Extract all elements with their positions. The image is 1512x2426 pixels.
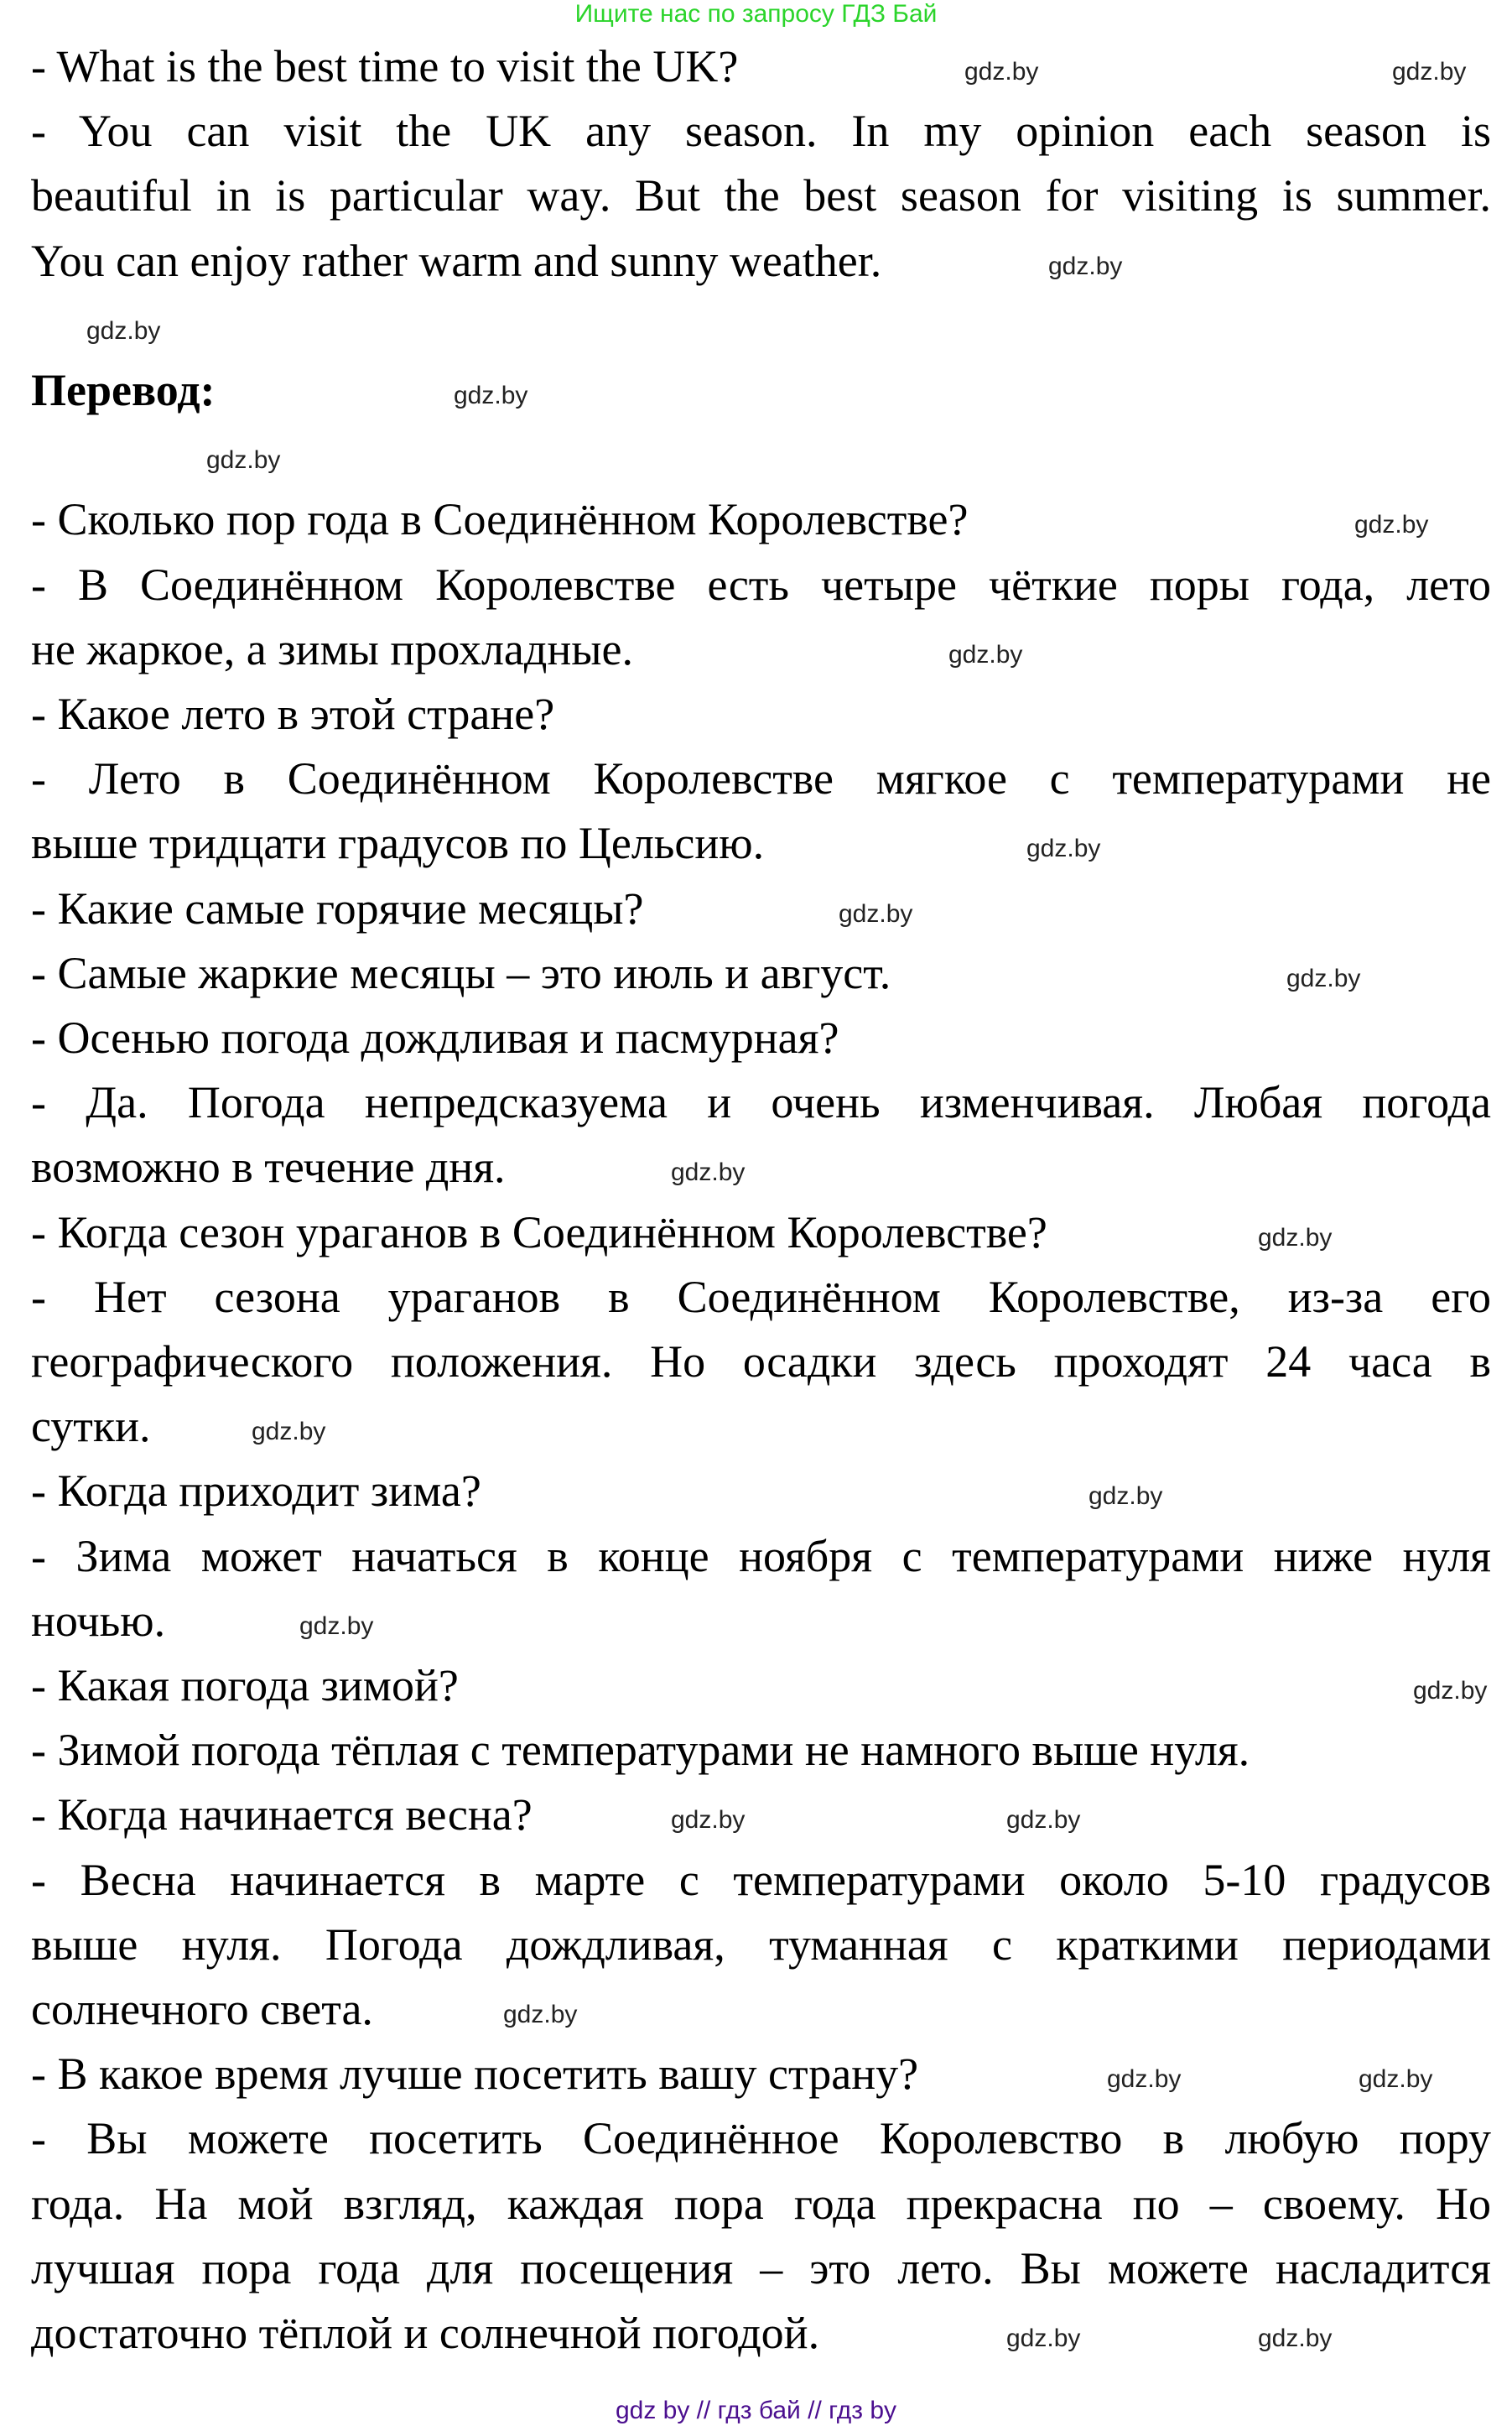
text-line: - You can visit the UK any season. In my opinion each season is <box>31 106 1491 157</box>
watermark-text: gdz.by <box>1258 2324 1333 2352</box>
text-line: - Зимой погода тёплая с температурами не намного выше нуля. <box>31 1725 1250 1776</box>
text-line: достаточно тёплой и солнечной погодой. <box>31 2308 820 2358</box>
text-line: возможно в течение дня. <box>31 1142 506 1193</box>
watermark-text: gdz.by <box>1359 2065 1433 2094</box>
text-line: You can enjoy rather warm and sunny weather. <box>31 235 882 286</box>
text-line: солнечного света. <box>31 1984 373 2034</box>
watermark-text: gdz.by <box>964 58 1039 86</box>
text-line: - Сколько пор года в Соединённом Королевстве? <box>31 494 969 545</box>
text-line: - Когда сезон ураганов в Соединённом Королевстве? <box>31 1206 1047 1257</box>
footer-links[interactable]: gdz by // гдз бай // гдз by <box>615 2397 897 2424</box>
text-line: beautiful in is particular way. But the best season for visiting is summer. <box>31 170 1491 221</box>
text-line: - Лето в Соединённом Королевстве мягкое с температурами не <box>31 753 1491 804</box>
watermark-text: gdz.by <box>206 446 281 475</box>
text-line: - What is the best time to visit the UK? <box>31 41 739 91</box>
text-line: не жаркое, а зимы прохладные. <box>31 623 634 674</box>
watermark-text: gdz.by <box>1413 1677 1488 1705</box>
watermark-text: gdz.by <box>671 1158 746 1187</box>
text-line: - Нет сезона ураганов в Соединённом Королевстве, из-за его <box>31 1271 1491 1322</box>
text-line: - Какие самые горячие месяцы? <box>31 882 644 934</box>
text-line: сутки. <box>31 1401 151 1452</box>
watermark-text: gdz.by <box>1026 835 1101 863</box>
section-heading: Перевод: <box>31 365 216 415</box>
watermark-text: gdz.by <box>299 1611 374 1640</box>
watermark-text: gdz.by <box>86 316 161 345</box>
search-hint-banner: Ищите нас по запросу ГДЗ Бай <box>574 0 938 28</box>
text-line: - Самые жаркие месяцы – это июль и август. <box>31 947 891 998</box>
text-line: ночью. <box>31 1595 166 1646</box>
watermark-text: gdz.by <box>1354 511 1429 539</box>
text-line: географического положения. Но осадки здесь проходят 24 часа в <box>31 1336 1491 1387</box>
text-line: - Зима может начаться в конце ноября с температурами ниже нуля <box>31 1530 1491 1581</box>
watermark-text: gdz.by <box>1107 2065 1182 2094</box>
watermark-text: gdz.by <box>252 1418 326 1446</box>
text-line: - Весна начинается в марте с температурами около 5-10 градусов <box>31 1854 1491 1905</box>
text-line: года. На мой взгляд, каждая пора года прекрасна по – своему. Но <box>31 2178 1491 2229</box>
watermark-text: gdz.by <box>1006 2324 1081 2352</box>
watermark-text: gdz.by <box>503 2001 578 2028</box>
text-line: - В Соединённом Королевстве есть четыре чёткие поры года, лето <box>31 559 1491 610</box>
watermark-text: gdz.by <box>1089 1482 1163 1511</box>
watermark-text: gdz.by <box>948 640 1023 669</box>
text-line: - Осенью погода дождливая и пасмурная? <box>31 1013 839 1063</box>
text-line: лучшая пора года для посещения – это лето. Вы можете насладится <box>31 2242 1491 2293</box>
watermark-text: gdz.by <box>1392 58 1467 86</box>
text-line: - Когда приходит зима? <box>31 1465 481 1517</box>
text-line: - Какая погода зимой? <box>31 1660 459 1710</box>
watermark-text: gdz.by <box>671 1806 746 1835</box>
watermark-text: gdz.by <box>1286 964 1361 992</box>
text-line: - В какое время лучше посетить вашу страну? <box>31 2049 919 2100</box>
text-line: - Да. Погода непредсказуема и очень изменчивая. Любая погода <box>31 1077 1491 1128</box>
watermark-text: gdz.by <box>1048 252 1123 280</box>
text-line: - Вы можете посетить Соединённое Королевство в любую пору <box>31 2113 1491 2164</box>
text-line: - Какое лето в этой стране? <box>31 689 555 739</box>
watermark-text: gdz.by <box>1258 1223 1333 1252</box>
watermark-text: gdz.by <box>1006 1806 1081 1835</box>
watermark-text: gdz.by <box>839 899 913 928</box>
text-line: выше тридцати градусов по Цельсию. <box>31 818 765 869</box>
text-line: - Когда начинается весна? <box>31 1789 533 1840</box>
text-line: выше нуля. Погода дождливая, туманная с краткими периодами <box>31 1918 1491 1970</box>
watermark-text: gdz.by <box>454 382 528 409</box>
